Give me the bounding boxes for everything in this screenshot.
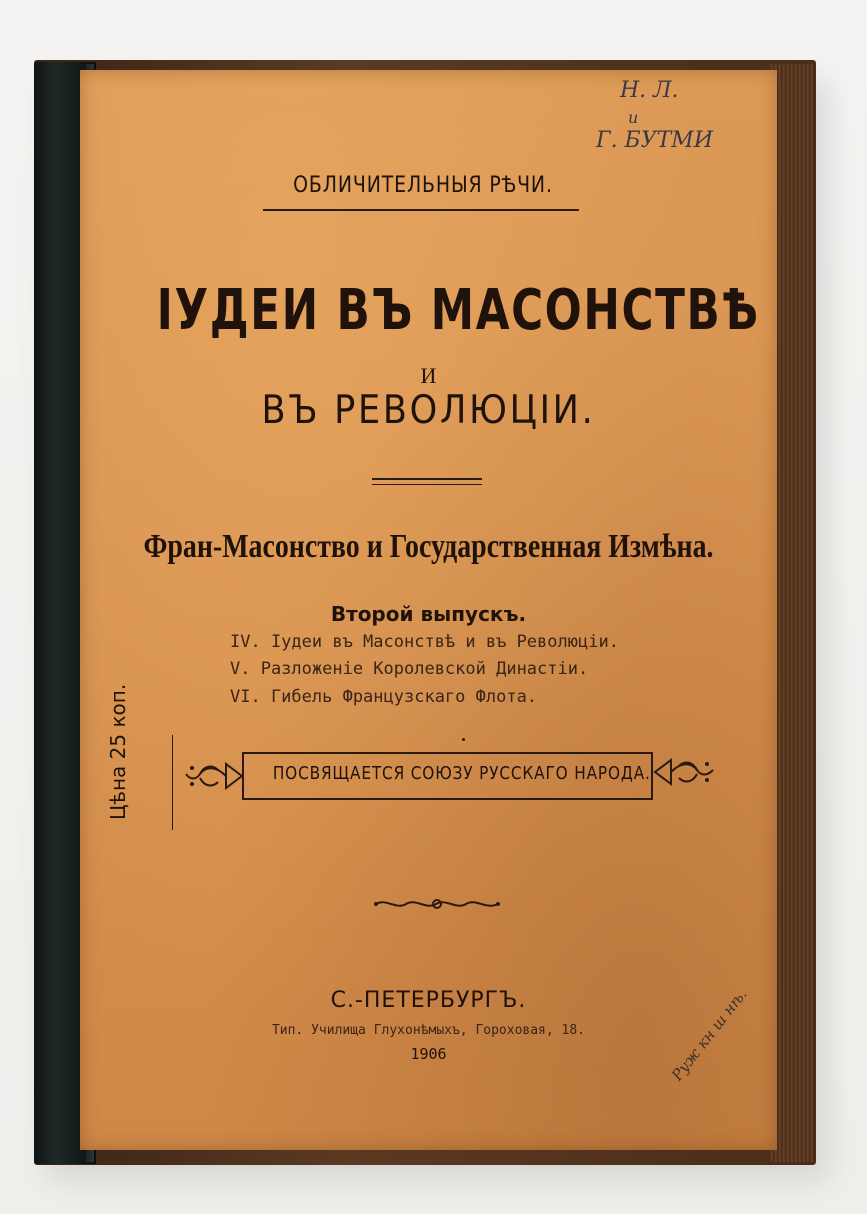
printer-line: Тип. Училища Глухонѣмыхъ, Гороховая, 18. <box>271 1023 586 1038</box>
contents-item-4: IV. Іудеи въ Масонствѣ и въ Революціи. <box>230 632 619 652</box>
main-title-line2: ВЪ РЕВОЛЮЦІИ. <box>261 388 596 433</box>
handwritten-author-2: Г. БУТМИ <box>596 128 714 153</box>
series-underline <box>263 209 579 211</box>
handwritten-author-1: Н. Л. <box>620 78 679 103</box>
pencil-note: Руж кн ш нѣ. <box>668 985 751 1085</box>
issue-label: Второй выпускъ. <box>330 602 527 626</box>
series-title: ОБЛИЧИТЕЛЬНЫЯ РѢЧИ. <box>293 173 553 198</box>
contents-item-5: V. Разложеніе Королевской Династіи. <box>230 659 589 679</box>
publication-year: 1906 <box>410 1045 447 1063</box>
handwritten-conj: и <box>628 108 639 127</box>
dot-mark <box>462 738 465 741</box>
price-rule <box>172 735 173 830</box>
price-label: Цѣна 25 коп. <box>106 683 130 820</box>
publication-city: С.-ПЕТЕРБУРГЪ. <box>330 988 527 1013</box>
title-conjunction: И <box>420 363 437 388</box>
left-flourish-icon <box>182 756 244 796</box>
subtitle: Фран-Масонство и Государственная Измѣна. <box>143 528 714 565</box>
double-rule-bottom <box>372 484 482 485</box>
book-cover <box>80 70 777 1150</box>
contents-item-6: VI. Гибель Французскаго Флота. <box>230 687 538 707</box>
main-title-line1: ІУДЕИ ВЪ МАСОНСТВѢ <box>156 278 760 343</box>
center-ornament-icon <box>372 896 502 912</box>
right-flourish-icon <box>653 752 719 792</box>
double-rule-top <box>372 478 482 480</box>
dedication-text: ПОСВЯЩАЕТСЯ СОЮЗУ РУССКАГО НАРОДА. <box>272 763 651 784</box>
